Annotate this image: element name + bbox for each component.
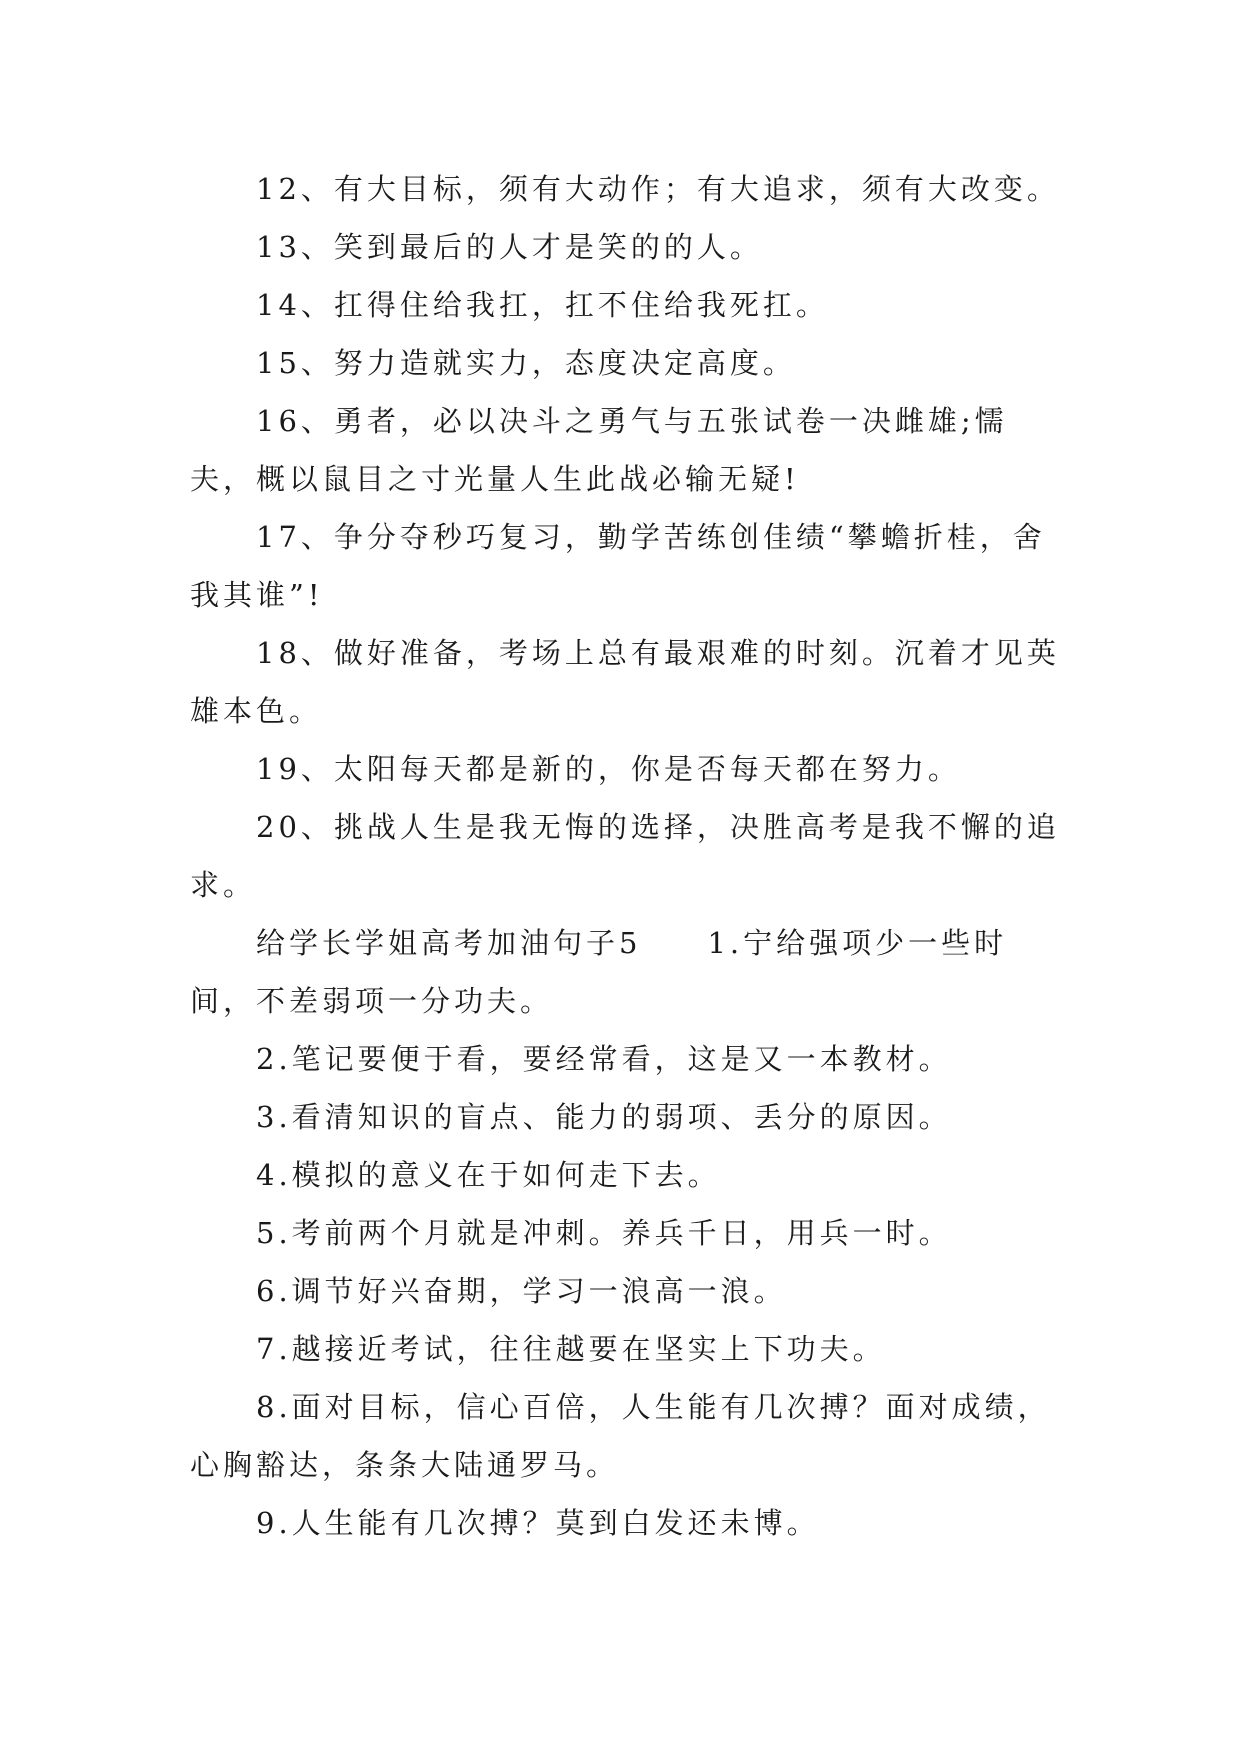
list-item-5: 5.考前两个月就是冲刺。养兵千日，用兵一时。 — [256, 1216, 952, 1250]
list-item-9: 9.人生能有几次搏？莫到白发还未博。 — [256, 1506, 820, 1540]
paragraph-13: 13、笑到最后的人才是笑的的人。 — [256, 230, 763, 264]
list-item-8: 8.面对目标，信心百倍，人生能有几次搏？面对成绩，心胸豁达，条条大陆通罗马。 — [190, 1390, 1051, 1482]
list-item-2: 2.笔记要便于看，要经常看，这是又一本教材。 — [256, 1042, 952, 1076]
paragraph-18: 18、做好准备，考场上总有最艰难的时刻。沉着才见英雄本色。 — [190, 636, 1060, 728]
paragraph-15: 15、努力造就实力，态度决定高度。 — [256, 346, 796, 380]
paragraph-17: 17、争分夺秒巧复习，勤学苦练创佳绩“攀蟾折桂，舍我其谁”! — [190, 520, 1046, 612]
list-item-3: 3.看清知识的盲点、能力的弱项、丢分的原因。 — [256, 1100, 952, 1134]
paragraph-16: 16、勇者，必以决斗之勇气与五张试卷一决雌雄;懦夫，概以鼠目之寸光量人生此战必输无疑! — [190, 404, 1008, 496]
list-item-7: 7.越接近考试，往往越要在坚实上下功夫。 — [256, 1332, 886, 1366]
paragraph-19: 19、太阳每天都是新的，你是否每天都在努力。 — [256, 752, 961, 786]
list-item-6: 6.调节好兴奋期，学习一浪高一浪。 — [256, 1274, 787, 1308]
paragraph-20: 20、挑战人生是我无悔的选择，决胜高考是我不懈的追求。 — [190, 810, 1060, 902]
paragraph-14: 14、扛得住给我扛，扛不住给我死扛。 — [256, 288, 829, 322]
document-body — [190, 160, 1065, 1552]
list-item-4: 4.模拟的意义在于如何走下去。 — [256, 1158, 721, 1192]
paragraph-12: 12、有大目标，须有大动作；有大追求，须有大改变。 — [256, 172, 1060, 206]
section-heading-paragraph: 给学长学姐高考加油句子5 1.宁给强项少一些时间，不差弱项一分功夫。 — [190, 926, 1008, 1018]
